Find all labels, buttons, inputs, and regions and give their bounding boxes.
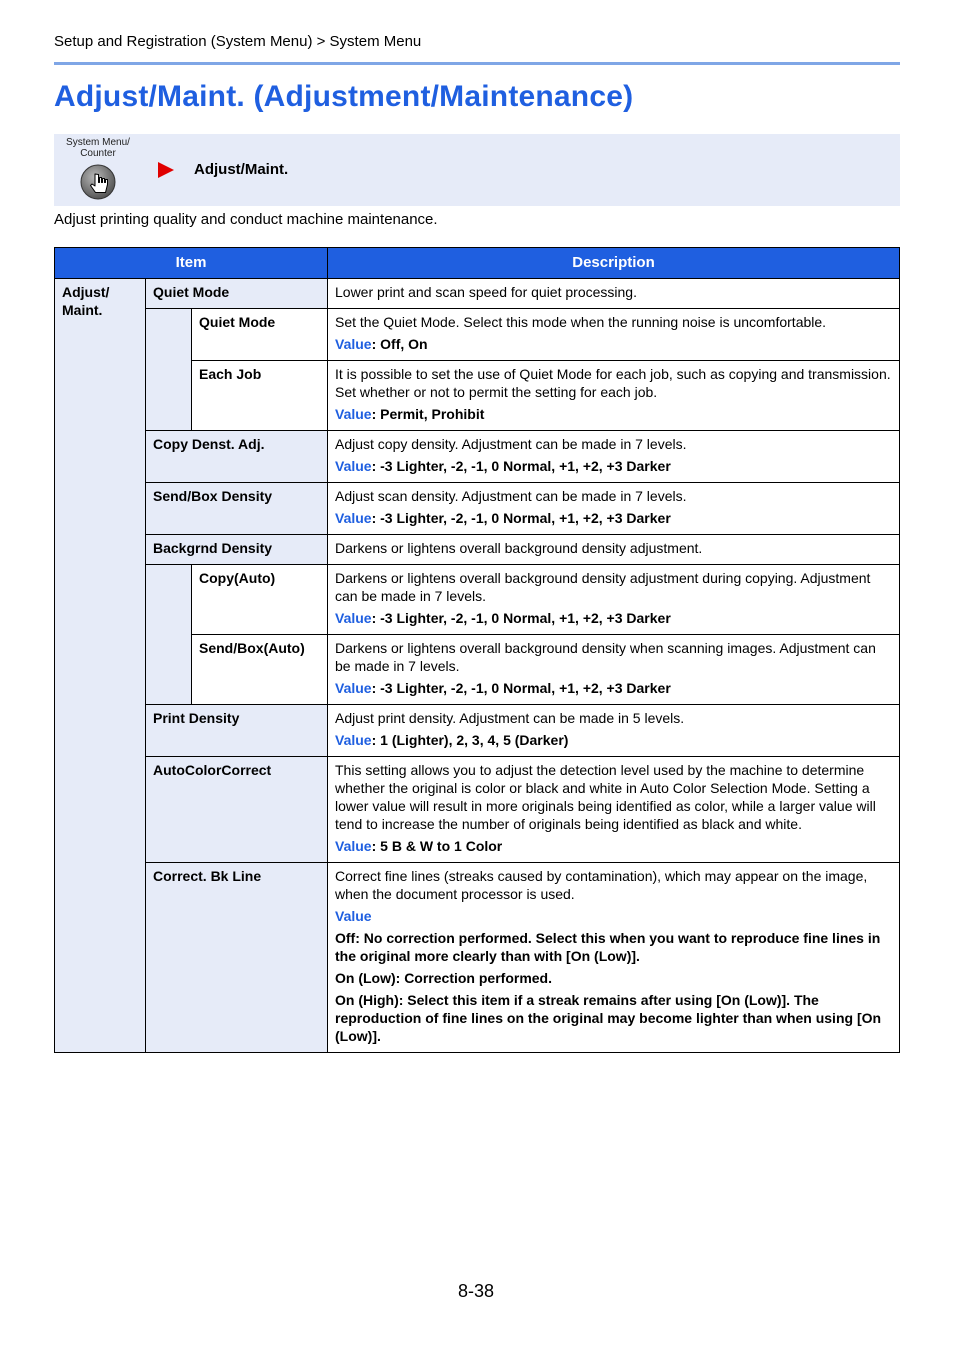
item-label: Correct. Bk Line [146, 863, 328, 1053]
value-text: : Off, On [371, 336, 428, 352]
item-description [328, 635, 900, 705]
desc-text: Darkens or lightens overall background density adjustment. [335, 540, 703, 556]
column-header-description: Description [328, 248, 900, 279]
table-row [55, 565, 900, 635]
settings-table [54, 247, 900, 1053]
indent-cell [146, 565, 192, 705]
value-key: Value [335, 732, 372, 748]
table-row [55, 309, 900, 361]
desc-text: This setting allows you to adjust the detection level used by the machine to determine whether the original is color or black and white in Auto Color Selection Mode. Setting a lower value will result in more originals being identified as color, while a larger value will tend to increase the number of originals being identified as black and white. [335, 762, 876, 832]
table-row [55, 535, 900, 565]
item-description [328, 309, 900, 361]
table-header-row [55, 248, 900, 279]
system-menu-counter-key-icon[interactable] [80, 164, 116, 200]
page-title: Adjust/Maint. (Adjustment/Maintenance) [54, 80, 634, 113]
item-label: Each Job [192, 361, 328, 431]
option-on-high: On (High): Select this item if a streak remains after using [On (Low)]. The reproduction of fine lines on the original may become lighter than when using [On (Low)]. [335, 992, 882, 1044]
value-line [335, 609, 892, 627]
desc-text: Darkens or lightens overall background density adjustment during copying. Adjustment can be made in 7 levels. [335, 570, 871, 604]
desc-text: Adjust scan density. Adjustment can be made in 7 levels. [335, 488, 687, 504]
column-header-item: Item [55, 248, 328, 279]
value-line [335, 335, 892, 353]
item-description [328, 279, 900, 309]
item-label: Copy(Auto) [192, 565, 328, 635]
item-description [328, 565, 900, 635]
value-text: : -3 Lighter, -2, -1, 0 Normal, +1, +2, +3 Darker [371, 510, 671, 526]
item-description [328, 431, 900, 483]
key-label-line1: System Menu/ [66, 137, 130, 148]
item-description [328, 361, 900, 431]
navigation-panel [54, 134, 900, 206]
desc-text: Lower print and scan speed for quiet processing. [335, 284, 637, 300]
table-row [55, 757, 900, 863]
key-label-line2: Counter [80, 148, 116, 159]
table-row [55, 863, 900, 1053]
value-text: : -3 Lighter, -2, -1, 0 Normal, +1, +2, +3 Darker [371, 680, 671, 696]
breadcrumb: Setup and Registration (System Menu) > System Menu [54, 33, 422, 50]
group-cell [55, 279, 146, 1053]
item-description [328, 483, 900, 535]
option-off: Off: No correction performed. Select this when you want to reproduce fine lines in the original more clearly than with [On (Low)]. [335, 930, 881, 964]
item-label: Backgrnd Density [146, 535, 328, 565]
value-key: Value [335, 510, 372, 526]
desc-text: Darkens or lightens overall background density when scanning images. Adjustment can be made in 7 levels. [335, 640, 876, 674]
option-on-low: On (Low): Correction performed. [335, 970, 552, 986]
item-description [328, 705, 900, 757]
item-label: Print Density [146, 705, 328, 757]
value-key: Value [335, 908, 372, 924]
table-row [55, 431, 900, 483]
header-divider [54, 62, 900, 65]
value-line [335, 679, 892, 697]
table-row [55, 279, 900, 309]
item-description [328, 535, 900, 565]
table-row [55, 705, 900, 757]
value-line [335, 457, 892, 475]
item-label: Quiet Mode [192, 309, 328, 361]
item-label: Send/Box(Auto) [192, 635, 328, 705]
value-line [335, 731, 892, 749]
group-label-line2: Maint. [62, 302, 103, 318]
value-line [335, 907, 892, 925]
indent-cell [146, 309, 192, 431]
page-number: 8-38 [458, 1281, 495, 1301]
item-label: AutoColorCorrect [146, 757, 328, 863]
value-line [335, 509, 892, 527]
value-key: Value [335, 680, 372, 696]
intro-text: Adjust printing quality and conduct machine maintenance. [54, 211, 438, 228]
value-text: : -3 Lighter, -2, -1, 0 Normal, +1, +2, +3 Darker [371, 610, 671, 626]
item-label: Copy Denst. Adj. [146, 431, 328, 483]
value-key: Value [335, 406, 372, 422]
desc-text: Adjust copy density. Adjustment can be made in 7 levels. [335, 436, 687, 452]
desc-text: Correct fine lines (streaks caused by contamination), which may appear on the image, when the document processor is used. [335, 868, 868, 902]
desc-text: It is possible to set the use of Quiet Mode for each job, such as copying and transmission. Set whether or not to permit the setting for each job. [335, 366, 891, 400]
item-label: Quiet Mode [146, 279, 328, 309]
group-label-line1: Adjust/ [62, 284, 110, 300]
desc-text: Adjust print density. Adjustment can be made in 5 levels. [335, 710, 685, 726]
value-text: : Permit, Prohibit [371, 406, 485, 422]
item-label: Send/Box Density [146, 483, 328, 535]
value-line [335, 405, 892, 423]
key-label [62, 137, 134, 159]
value-key: Value [335, 458, 372, 474]
value-line [335, 837, 892, 855]
desc-text: Set the Quiet Mode. Select this mode when the running noise is uncomfortable. [335, 314, 827, 330]
value-text: : 1 (Lighter), 2, 3, 4, 5 (Darker) [371, 732, 569, 748]
value-key: Value [335, 610, 372, 626]
value-key: Value [335, 336, 372, 352]
table-row [55, 483, 900, 535]
value-key: Value [335, 838, 372, 854]
triangle-right-icon [158, 162, 174, 178]
value-text: : -3 Lighter, -2, -1, 0 Normal, +1, +2, +3 Darker [371, 458, 671, 474]
menu-path: Adjust/Maint. [194, 161, 289, 178]
item-description [328, 863, 900, 1053]
item-description [328, 757, 900, 863]
value-text: : 5 B & W to 1 Color [371, 838, 503, 854]
